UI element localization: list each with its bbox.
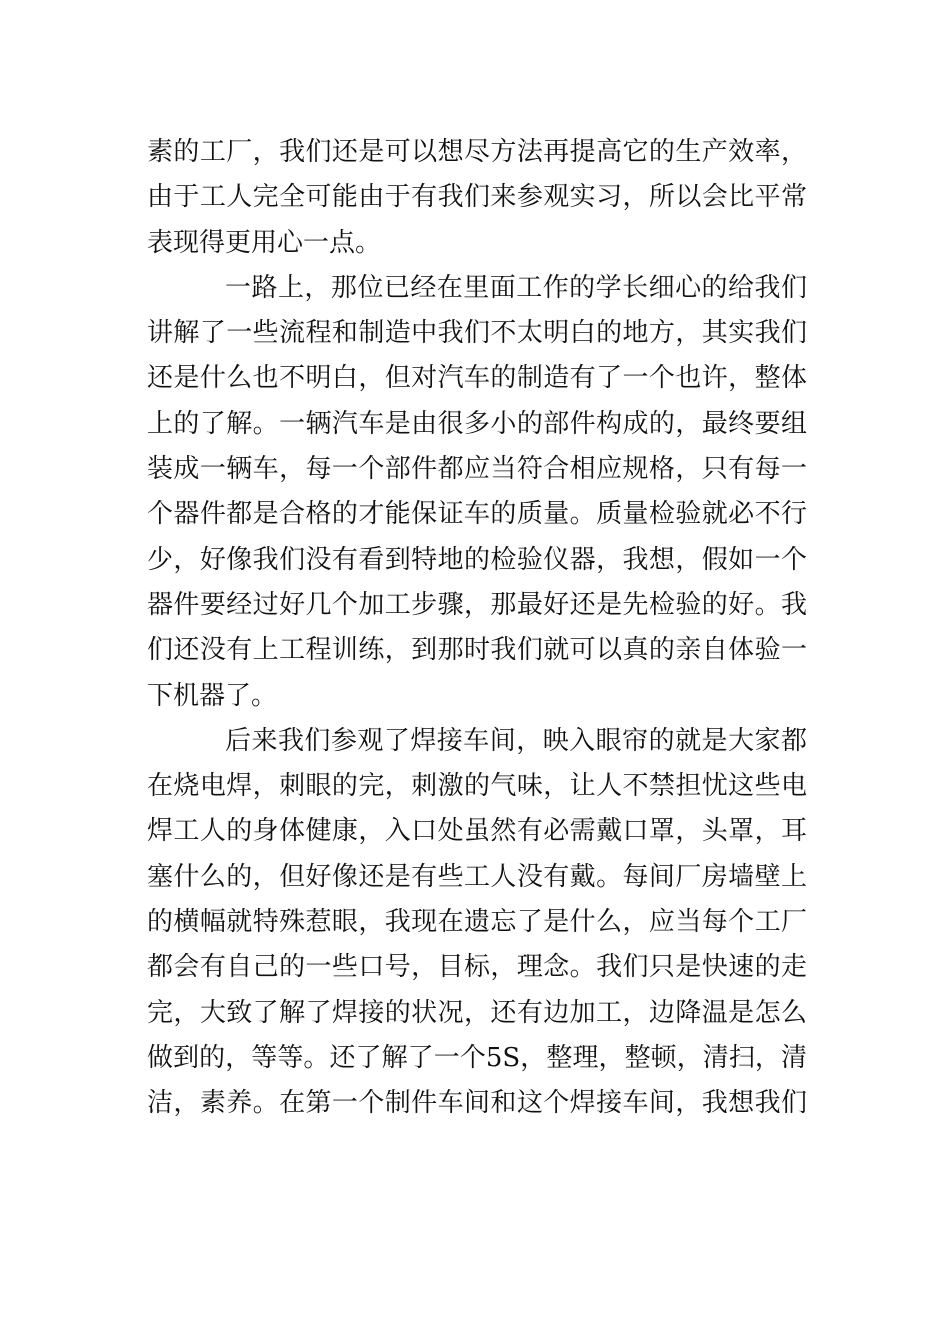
paragraph bbox=[147, 719, 807, 1127]
text-line: 焊工人的身体健康，入口处虽然有必需戴口罩，头罩，耳 bbox=[147, 816, 807, 847]
text-line: 都会有自己的一些口号，目标，理念。我们只是快速的走 bbox=[147, 952, 807, 983]
text-line: 的横幅就特殊惹眼，我现在遗忘了是什么，应当每个工厂 bbox=[147, 907, 807, 938]
text-line: 做到的，等等。还了解了一个5S，整理，整顿，清扫，清 bbox=[147, 1042, 807, 1073]
text-line: 下机器了。 bbox=[147, 680, 278, 711]
text-line: 还是什么也不明白，但对汽车的制造有了一个也许，整体 bbox=[147, 363, 807, 394]
text-line: 少，好像我们没有看到特地的检验仪器，我想，假如一个 bbox=[147, 544, 807, 575]
text-line: 在烧电焊，刺眼的完，刺激的气味，让人不禁担忧这些电 bbox=[147, 771, 807, 802]
text-line: 后来我们参观了焊接车间，映入眼帘的就是大家都 bbox=[225, 725, 807, 756]
text-line: 塞什么的，但好像还是有些工人没有戴。每间厂房墙壁上 bbox=[147, 861, 807, 892]
body-text bbox=[147, 130, 807, 1127]
text-line: 个器件都是合格的才能保证车的质量。质量检验就必不行 bbox=[147, 499, 807, 530]
text-line: 素的工厂，我们还是可以想尽方法再提高它的生产效率， bbox=[147, 137, 807, 167]
text-line: 一路上，那位已经在里面工作的学长细心的给我们 bbox=[225, 272, 807, 303]
text-line: 洁，素养。在第一个制件车间和这个焊接车间，我想我们 bbox=[147, 1088, 807, 1119]
text-line: 完，大致了解了焊接的状况，还有边加工，边降温是怎么 bbox=[147, 997, 807, 1028]
text-line: 装成一辆车，每一个部件都应当符合相应规格，只有每一 bbox=[147, 454, 807, 485]
paragraph bbox=[147, 266, 807, 719]
text-line: 们还没有上工程训练，到那时我们就可以真的亲自体验一 bbox=[147, 635, 807, 666]
paragraph bbox=[147, 130, 807, 266]
text-line: 表现得更用心一点。 bbox=[147, 227, 382, 258]
text-line: 由于工人完全可能由于有我们来参观实习，所以会比平常 bbox=[147, 182, 807, 213]
text-line: 器件要经过好几个加工步骤，那最好还是先检验的好。我 bbox=[147, 589, 807, 620]
text-line: 讲解了一些流程和制造中我们不太明白的地方，其实我们 bbox=[147, 318, 807, 349]
text-line: 上的了解。一辆汽车是由很多小的部件构成的，最终要组 bbox=[147, 408, 807, 439]
